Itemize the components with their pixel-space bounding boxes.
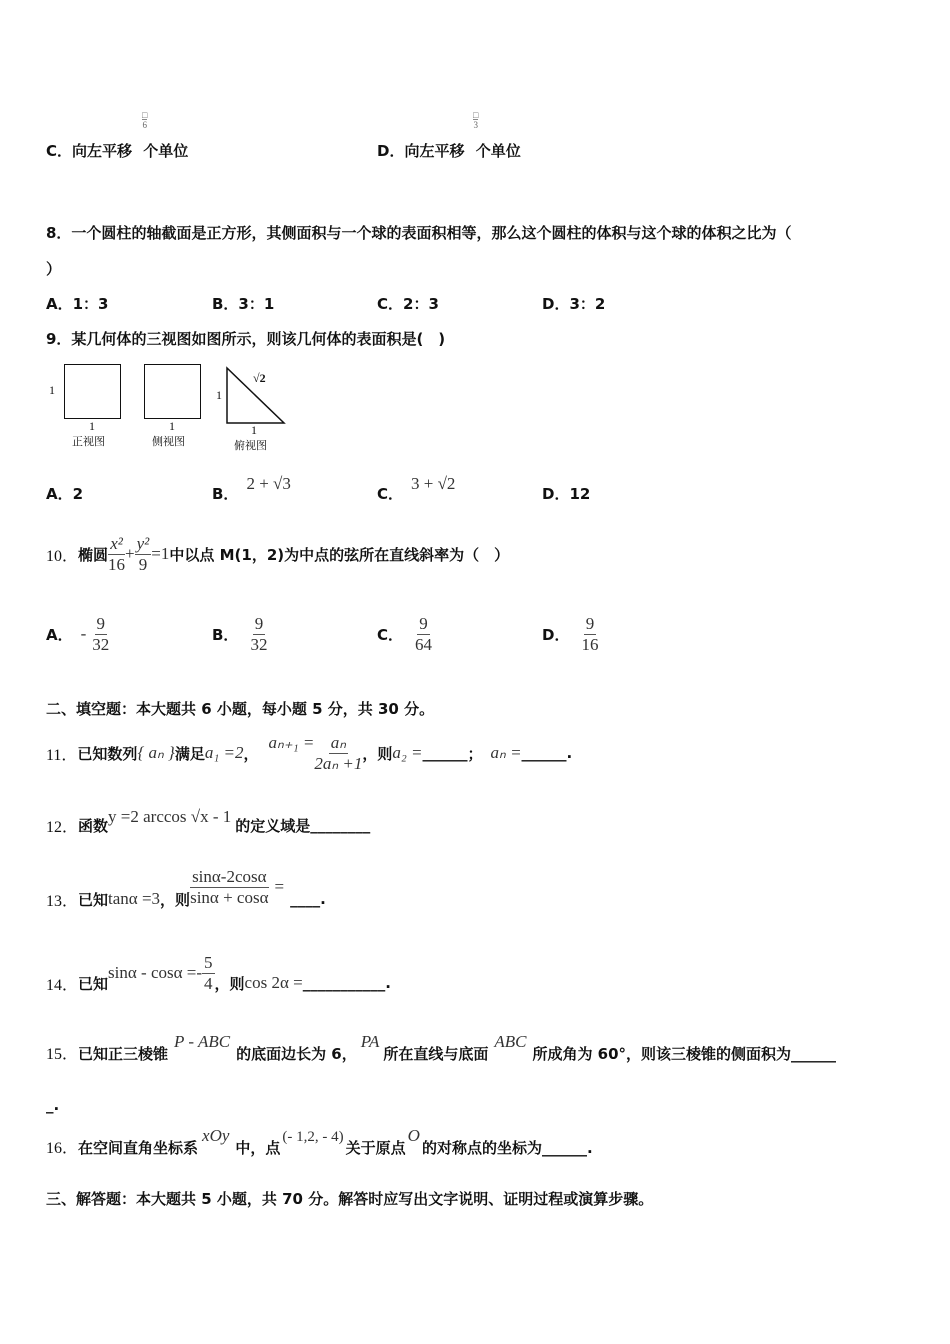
math: { aₙ } [137, 743, 175, 762]
math: aₙ₊₁ = [268, 733, 315, 752]
frac-num: □ [142, 110, 148, 120]
frac-num: 9 [419, 613, 428, 633]
question-text: 已知正三棱锥 [78, 1045, 169, 1063]
math: P - ABC [174, 1032, 231, 1051]
q10-line [46, 530, 509, 578]
option-value: 12 [569, 485, 591, 503]
question-number: 13． [46, 892, 79, 910]
dimension-label: 1 [251, 423, 257, 437]
option-label: D． [377, 142, 405, 160]
question-number: 15． [46, 1046, 79, 1063]
answer-blank[interactable]: ______ [422, 744, 468, 762]
math: (- 1,2, - 4) [282, 1129, 344, 1145]
fraction-image [473, 110, 478, 130]
math: tanα =3 [108, 889, 161, 908]
q8-text: 8．一个圆柱的轴截面是正方形，其侧面积与一个球的表面积相等，那么这个圆柱的体积与这个球的体积之比为（ [46, 224, 792, 242]
question-text: 满足 [174, 744, 205, 763]
frac-den: 64 [415, 634, 433, 654]
q10-option-a [46, 612, 109, 656]
q15-line [46, 1032, 836, 1064]
math: PA [360, 1032, 380, 1051]
q9-option-d [542, 483, 590, 504]
frac-num: y² [136, 533, 150, 553]
option-label: D． [542, 625, 570, 644]
math: ABC [494, 1032, 527, 1051]
q9-option-b [212, 474, 291, 504]
sign: - [80, 624, 87, 643]
answer-blank[interactable]: ____ [290, 890, 321, 908]
frac-den: 3 [473, 120, 478, 130]
math: y =2 arccos √x - 1 [108, 807, 232, 826]
answer-blank[interactable]: ________ [310, 816, 371, 834]
three-view-figure [40, 355, 300, 455]
frac-den: 32 [92, 634, 110, 654]
option-text: 向左平移 [72, 142, 133, 160]
question-text: 函数 [78, 816, 109, 835]
answer-blank[interactable]: ___________ [302, 974, 386, 992]
math: cos 2α = [244, 973, 303, 992]
fraction [581, 614, 598, 655]
option-text: 向左平移 [404, 142, 465, 160]
frac-num: x² [110, 533, 123, 553]
option-label: C． [377, 485, 404, 503]
question-number: 11． [46, 746, 78, 764]
q14-line [46, 948, 391, 998]
q15-line-cont: _. [46, 1096, 60, 1114]
q9-option-a [46, 483, 83, 504]
option-label: B． [212, 625, 239, 644]
q10-option-c [377, 612, 432, 656]
math: xOy [202, 1126, 230, 1145]
question-text: 所成角为 60°，则该三棱锥的侧面积为______ [532, 1045, 837, 1063]
option-text: 个单位 [143, 142, 189, 160]
answer-blank[interactable]: ______ [521, 744, 567, 762]
dimension-label: 1 [89, 419, 95, 433]
frac-den: sinα + cosα [190, 887, 269, 907]
question-text: . [320, 890, 326, 908]
fraction [415, 614, 432, 655]
question-number: 12． [46, 818, 79, 836]
frac-den: 6 [142, 120, 147, 130]
math: = [274, 877, 285, 896]
option-label: A． [46, 485, 73, 503]
math: =1 [151, 544, 170, 563]
frac-den: 9 [138, 554, 148, 574]
fraction-image [142, 110, 147, 130]
math: a₂ = [392, 743, 423, 762]
math: O [407, 1126, 420, 1145]
fraction [135, 534, 152, 575]
option-label: A． [46, 625, 73, 644]
front-view-caption: 正视图 [72, 435, 105, 448]
frac-den: 2aₙ +1 [314, 753, 363, 773]
option-value: 2 + √3 [246, 474, 291, 493]
question-text: ，则 [214, 974, 245, 993]
math: aₙ = [490, 743, 522, 762]
question-text: 中以点 M(1，2)为中点的弦所在直线斜率为（ ） [169, 545, 510, 564]
question-number: 14． [46, 976, 79, 994]
question-text: . [566, 744, 573, 762]
question-text: ，则 [160, 890, 191, 909]
q7-option-d [377, 110, 521, 161]
question-text: 在空间直角坐标系 [78, 1139, 199, 1157]
question-text: 的定义域是 [235, 816, 311, 835]
question-text: 已知数列 [77, 744, 138, 763]
q9-text: 9．某几何体的三视图如图所示，则该几何体的表面积是( ) [46, 330, 446, 348]
front-view-square [64, 364, 121, 419]
q16-line [46, 1124, 593, 1158]
side-view-square [144, 364, 201, 419]
option-label: C． [377, 625, 404, 644]
q13-line [46, 862, 326, 912]
question-text: 的对称点的坐标为______. [421, 1139, 593, 1157]
frac-den: 32 [250, 634, 268, 654]
question-text: 所在直线与底面 [383, 1045, 489, 1063]
frac-num: 9 [254, 613, 264, 633]
q8-option-a: A．1：3 [46, 295, 109, 313]
frac-den: 4 [204, 973, 213, 993]
question-text: 已知 [78, 890, 109, 909]
q8-option-b: B．3：1 [212, 295, 275, 313]
option-label: B． [212, 485, 239, 503]
question-text: . [385, 974, 391, 992]
frac-den: 16 [581, 634, 599, 654]
math: + [125, 544, 135, 563]
frac-den: 16 [108, 554, 126, 574]
math: sinα - cosα =- [108, 963, 203, 982]
frac-num: □ [473, 110, 479, 120]
dimension-label: 1 [49, 383, 55, 397]
question-text: 椭圆 [78, 545, 109, 564]
fraction [92, 614, 109, 655]
option-text: 个单位 [475, 142, 521, 160]
question-number: 16． [46, 1140, 79, 1157]
fraction [108, 534, 125, 575]
side-view-caption: 侧视图 [152, 435, 185, 448]
frac-num: 9 [585, 613, 595, 633]
frac-num: 9 [96, 613, 106, 633]
frac-num: 5 [204, 952, 213, 972]
option-value: 2 [72, 485, 84, 503]
question-text: 关于原点 [345, 1139, 406, 1157]
q7-option-c [46, 110, 189, 161]
math: a₁ =2 [204, 743, 244, 762]
top-view-caption: 俯视图 [234, 439, 267, 452]
question-text: 中，点 [235, 1139, 281, 1157]
question-text: 已知 [78, 974, 109, 993]
question-text: ， [243, 744, 259, 763]
fraction [202, 953, 215, 994]
question-text: 的底面边长为 6， [236, 1045, 357, 1063]
q10-option-d [542, 612, 598, 656]
q11-line [46, 728, 572, 778]
question-text: ； [467, 744, 483, 763]
option-label: D． [542, 485, 570, 503]
q8-option-c: C．2：3 [377, 295, 439, 313]
fraction [190, 867, 268, 908]
dimension-label: √2 [253, 371, 266, 385]
q8-text-cont: ） [46, 260, 62, 278]
fraction [314, 733, 362, 774]
q10-option-b [212, 612, 267, 656]
frac-num: sinα-2cosα [192, 866, 267, 886]
q12-line [46, 808, 370, 842]
section-3-heading: 三、解答题：本大题共 5 小题，共 70 分。解答时应写出文字说明、证明过程或演算步骤。 [46, 1190, 654, 1208]
q8-option-d: D．3：2 [542, 295, 606, 313]
dimension-label: 1 [169, 419, 175, 433]
frac-num: aₙ [330, 732, 347, 752]
section-2-heading: 二、填空题：本大题共 6 小题，每小题 5 分，共 30 分。 [46, 700, 435, 718]
dimension-label: 1 [216, 388, 222, 402]
option-value: 3 + √2 [411, 474, 456, 493]
option-label: C． [46, 142, 73, 160]
q9-option-c [377, 474, 456, 504]
question-text: ，则 [362, 744, 393, 763]
fraction [250, 614, 267, 655]
question-number: 10． [46, 547, 79, 565]
